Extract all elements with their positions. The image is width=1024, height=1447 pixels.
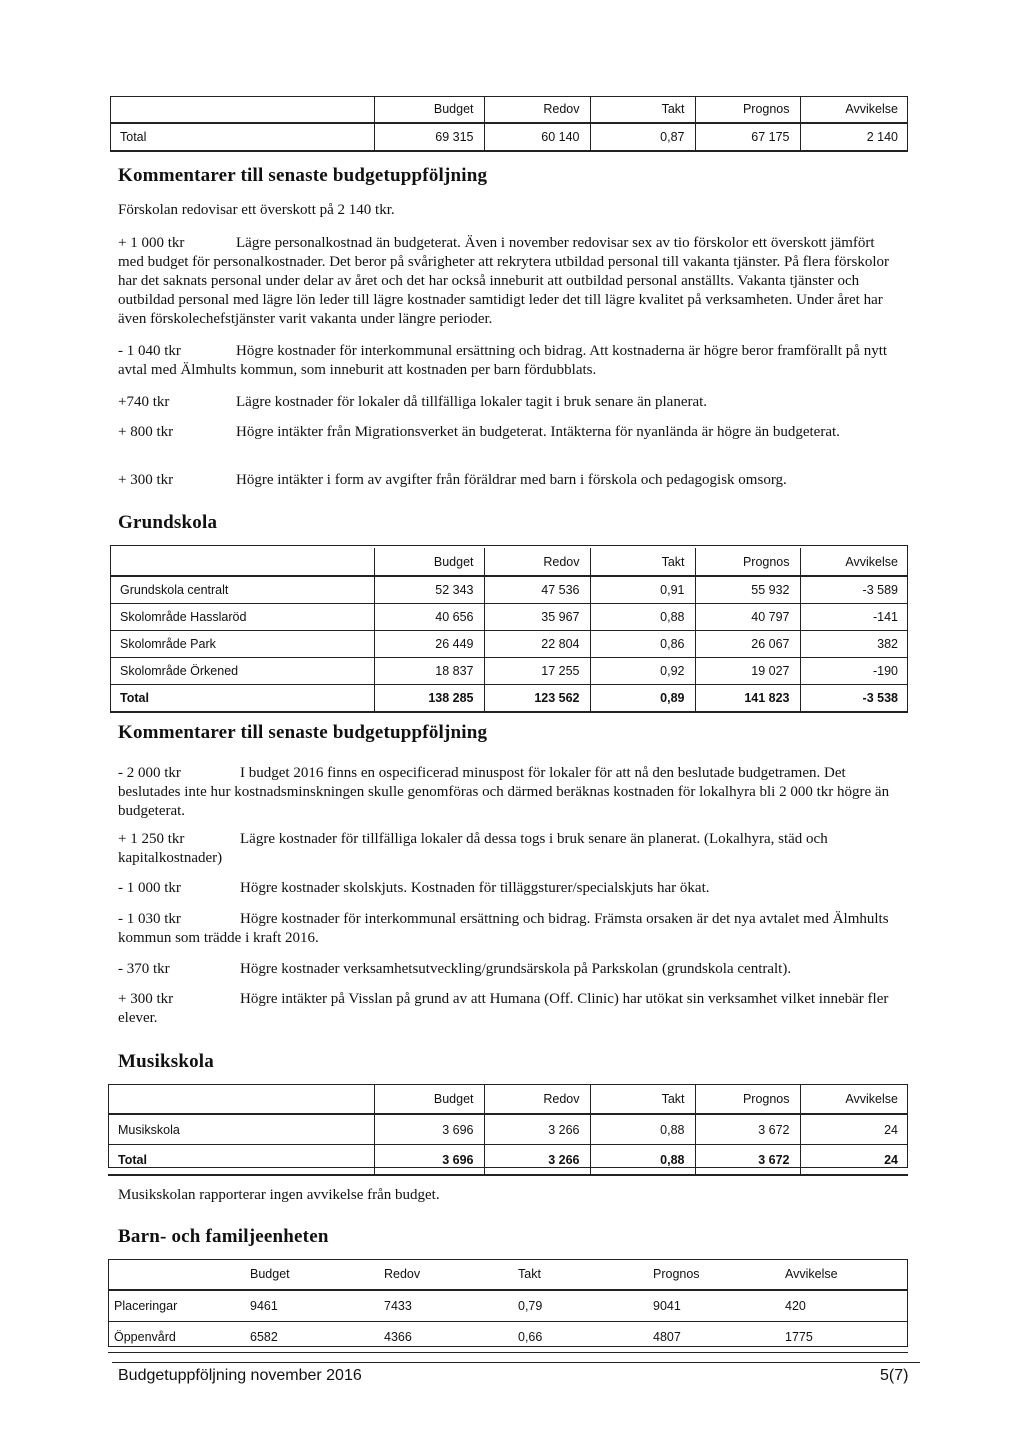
intro-text: Förskolan redovisar ett överskott på 2 140 tkr. xyxy=(118,202,395,218)
total-redov: 123 562 xyxy=(484,685,590,713)
cell-takt: 0,88 xyxy=(590,1114,695,1145)
table-row xyxy=(110,576,908,604)
barn-budget-table xyxy=(108,1259,908,1353)
total-budget: 3 696 xyxy=(374,1145,484,1176)
total-avvikelse: -3 538 xyxy=(800,685,908,713)
comment-item xyxy=(118,764,904,821)
cell-avvikelse: -3 589 xyxy=(800,576,908,604)
comment-amount: - 2 000 tkr xyxy=(118,765,181,781)
table-row xyxy=(110,631,908,658)
comment-item xyxy=(118,471,898,490)
header-blank xyxy=(108,1084,374,1114)
row-label: Total xyxy=(110,123,374,151)
cell-budget: 18 837 xyxy=(374,658,484,685)
cell-takt: 0,87 xyxy=(590,123,695,151)
total-redov: 3 266 xyxy=(484,1145,590,1176)
cell-budget: 40 656 xyxy=(374,604,484,631)
table-header-row xyxy=(108,1259,908,1290)
header-takt: Takt xyxy=(512,1259,647,1290)
cell-prognos: 3 672 xyxy=(695,1114,800,1145)
header-blank xyxy=(108,1259,244,1290)
header-budget: Budget xyxy=(244,1259,378,1290)
barn-heading: Barn- och familjeenheten xyxy=(118,1226,329,1247)
row-label: Skolområde Park xyxy=(110,631,374,658)
comment-text: I budget 2016 finns en ospecificerad minuspost för lokaler för att nå den beslutade budgetramen. Det beslutades inte hur kostnadsminskningen skulle genomföras och därmed beräknas kostnaden för lokalhyra bli 2 000 tkr högre än budgeterat. xyxy=(118,765,890,819)
comment-text: Högre intäkter från Migrationsverket än budgeterat. Intäkterna för nyanlända är högre än budgeterat. xyxy=(236,424,840,440)
cell-prognos: 19 027 xyxy=(695,658,800,685)
header-budget: Budget xyxy=(374,1084,484,1114)
header-redov: Redov xyxy=(484,548,590,576)
comment-text: Lägre kostnader för lokaler då tillfälliga lokaler tagit i bruk senare än planerat. xyxy=(236,394,708,410)
total-budget: 138 285 xyxy=(374,685,484,713)
row-label: Placeringar xyxy=(108,1290,244,1322)
cell-redov: 3 266 xyxy=(484,1114,590,1145)
header-redov: Redov xyxy=(378,1259,512,1290)
header-prognos: Prognos xyxy=(695,548,800,576)
comment-text: Lägre kostnader för tillfälliga lokaler då dessa togs i bruk senare än planerat. (Lokalhyra, städ och kapitalkostnader) xyxy=(118,831,828,866)
header-avvikelse: Avvikelse xyxy=(800,96,908,123)
comment-item xyxy=(118,234,898,329)
cell-prognos: 26 067 xyxy=(695,631,800,658)
cell-budget: 52 343 xyxy=(374,576,484,604)
comment-text: Högre kostnader skolskjuts. Kostnaden för tilläggsturer/specialskjuts har ökat. xyxy=(240,880,710,896)
cell-takt: 0,88 xyxy=(590,604,695,631)
table-total-row xyxy=(108,1145,908,1176)
comment-item xyxy=(118,393,898,412)
comment-amount: + 800 tkr xyxy=(118,424,174,440)
comment-item xyxy=(118,960,904,979)
table-row xyxy=(108,1290,908,1322)
cell-redov: 35 967 xyxy=(484,604,590,631)
header-takt: Takt xyxy=(590,1084,695,1114)
musikskola-comment: Musikskolan rapporterar ingen avvikelse från budget. xyxy=(118,1187,440,1203)
cell-takt: 0,66 xyxy=(512,1322,647,1353)
comment-item xyxy=(118,830,904,868)
comment-text: Högre kostnader för interkommunal ersättning och bidrag. Att kostnaderna är högre beror framförallt på nytt avtal med Älmhults kommun, som inneburit att kostnaden per barn fördubblats. xyxy=(118,343,888,378)
header-avvikelse: Avvikelse xyxy=(779,1259,908,1290)
header-takt: Takt xyxy=(590,96,695,123)
table-row xyxy=(110,123,908,151)
total-label: Total xyxy=(108,1145,374,1176)
comment-text: Lägre personalkostnad än budgeterat. Även i november redovisar sex av tio förskolor ett överskott jämfört med budget för personalkostnader. Det beror på svårigheter att rekrytera utbildad personal till vakanta tjänster. På flera förskolor har det saknats personal under delar av året och det har också inneburit att outbildad personal anställts. Vakanta tjänster och outbildad personal med lägre lön leder till lägre kostnader samtidigt leder det till lägre kvalitet på verksamheten. Under året har även förskolechefstjänster varit vakanta under längre perioder. xyxy=(118,235,889,327)
cell-redov: 60 140 xyxy=(484,123,590,151)
comment-text: Högre kostnader verksamhetsutveckling/grundsärskola på Parkskolan (grundskola centralt). xyxy=(240,961,792,977)
comment-item xyxy=(118,910,904,948)
row-label: Musikskola xyxy=(108,1114,374,1145)
comment-amount: + 1 000 tkr xyxy=(118,235,185,251)
grundskola-budget-table xyxy=(110,548,908,713)
header-redov: Redov xyxy=(484,1084,590,1114)
total-takt: 0,89 xyxy=(590,685,695,713)
total-label: Total xyxy=(110,685,374,713)
header-takt: Takt xyxy=(590,548,695,576)
cell-budget: 26 449 xyxy=(374,631,484,658)
header-redov: Redov xyxy=(484,96,590,123)
cell-redov: 47 536 xyxy=(484,576,590,604)
cell-redov: 4366 xyxy=(378,1322,512,1353)
table-row xyxy=(108,1322,908,1353)
comment-amount: - 370 tkr xyxy=(118,961,170,977)
cell-prognos: 40 797 xyxy=(695,604,800,631)
cell-prognos: 9041 xyxy=(647,1290,779,1322)
comment-text: Högre kostnader för interkommunal ersättning och bidrag. Främsta orsaken är det nya avtalet med Älmhults kommun som trädde i kraft 2016. xyxy=(118,911,889,946)
comment-text: Högre intäkter på Visslan på grund av att Humana (Off. Clinic) har utökat sin verksamhet vilket innebär fler elever. xyxy=(118,991,889,1026)
cell-avvikelse: 1775 xyxy=(779,1322,908,1353)
row-label: Grundskola centralt xyxy=(110,576,374,604)
comment-amount: + 300 tkr xyxy=(118,991,174,1007)
header-budget: Budget xyxy=(374,548,484,576)
section-heading: Kommentarer till senaste budgetuppföljning xyxy=(118,722,488,743)
grundskola-heading: Grundskola xyxy=(118,512,218,533)
table-row xyxy=(110,604,908,631)
total-takt: 0,88 xyxy=(590,1145,695,1176)
cell-avvikelse: 420 xyxy=(779,1290,908,1322)
header-blank xyxy=(110,548,374,576)
header-avvikelse: Avvikelse xyxy=(800,1084,908,1114)
total-prognos: 141 823 xyxy=(695,685,800,713)
forskola-budget-table xyxy=(110,96,908,151)
total-prognos: 3 672 xyxy=(695,1145,800,1176)
cell-avvikelse: 382 xyxy=(800,631,908,658)
cell-budget: 3 696 xyxy=(374,1114,484,1145)
comment-amount: + 1 250 tkr xyxy=(118,831,185,847)
table-row xyxy=(108,1114,908,1145)
cell-prognos: 4807 xyxy=(647,1322,779,1353)
header-budget: Budget xyxy=(374,96,484,123)
table-header-row xyxy=(108,1084,908,1114)
comment-amount: + 300 tkr xyxy=(118,472,174,488)
comment-item xyxy=(118,990,904,1028)
cell-budget: 9461 xyxy=(244,1290,378,1322)
cell-avvikelse: -141 xyxy=(800,604,908,631)
comment-amount: - 1 040 tkr xyxy=(118,343,181,359)
comment-item xyxy=(118,342,898,380)
table-total-row xyxy=(110,685,908,713)
row-label: Skolområde Örkened xyxy=(110,658,374,685)
row-label: Öppenvård xyxy=(108,1322,244,1353)
cell-avvikelse: 2 140 xyxy=(800,123,908,151)
section-heading: Kommentarer till senaste budgetuppföljning xyxy=(118,165,488,186)
header-blank xyxy=(110,96,374,123)
cell-takt: 0,86 xyxy=(590,631,695,658)
header-prognos: Prognos xyxy=(647,1259,779,1290)
cell-budget: 6582 xyxy=(244,1322,378,1353)
cell-takt: 0,91 xyxy=(590,576,695,604)
cell-budget: 69 315 xyxy=(374,123,484,151)
cell-redov: 7433 xyxy=(378,1290,512,1322)
comment-item xyxy=(118,879,904,898)
total-avvikelse: 24 xyxy=(800,1145,908,1176)
cell-avvikelse: -190 xyxy=(800,658,908,685)
table-header-row xyxy=(110,96,908,123)
table-row xyxy=(110,658,908,685)
musikskola-heading: Musikskola xyxy=(118,1051,214,1072)
comment-amount: - 1 000 tkr xyxy=(118,880,181,896)
header-prognos: Prognos xyxy=(695,1084,800,1114)
comment-amount: +740 tkr xyxy=(118,394,170,410)
cell-redov: 22 804 xyxy=(484,631,590,658)
header-prognos: Prognos xyxy=(695,96,800,123)
musikskola-budget-table xyxy=(108,1084,908,1176)
cell-prognos: 55 932 xyxy=(695,576,800,604)
footer-title: Budgetuppföljning november 2016 xyxy=(118,1367,362,1384)
cell-takt: 0,79 xyxy=(512,1290,647,1322)
comment-text: Högre intäkter i form av avgifter från föräldrar med barn i förskola och pedagogisk omsorg. xyxy=(236,472,787,488)
footer-divider xyxy=(112,1362,920,1363)
cell-avvikelse: 24 xyxy=(800,1114,908,1145)
page-number: 5(7) xyxy=(880,1367,909,1384)
comment-amount: - 1 030 tkr xyxy=(118,911,181,927)
cell-takt: 0,92 xyxy=(590,658,695,685)
row-label: Skolområde Hasslaröd xyxy=(110,604,374,631)
header-avvikelse: Avvikelse xyxy=(800,548,908,576)
table-header-row xyxy=(110,548,908,576)
cell-prognos: 67 175 xyxy=(695,123,800,151)
comment-item xyxy=(118,423,898,442)
cell-redov: 17 255 xyxy=(484,658,590,685)
